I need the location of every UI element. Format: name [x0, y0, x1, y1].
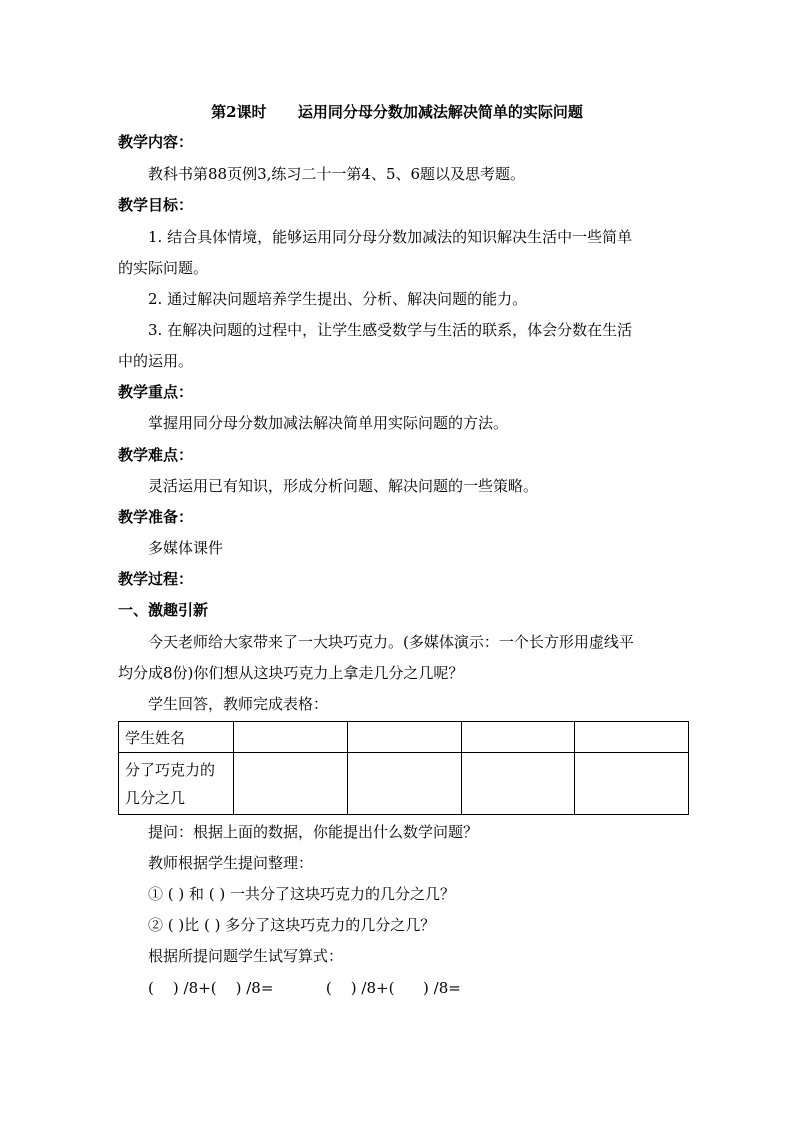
question-2: ② ( )比 ( ) 多分了这块巧克力的几分之几？ [148, 916, 436, 934]
goal-2: 2. 通过解决问题培养学生提出、分析、解决问题的能力。 [148, 290, 528, 308]
step-1-heading: 一、激趣引新 [118, 601, 209, 619]
question-prompt: 提问：根据上面的数据，你能提出什么数学问题？ [148, 823, 479, 841]
step-1-line-3: 学生回答，教师完成表格： [148, 695, 329, 713]
process-heading: 教学过程： [118, 570, 194, 588]
formula-line: ( ) /8+( ) /8= ( ) /8+( ) /8= [148, 979, 461, 997]
table-cell [234, 722, 348, 753]
table-cell [575, 753, 689, 815]
table-cell [347, 753, 461, 815]
preparation-heading: 教学准备： [118, 508, 194, 526]
key-points-heading: 教学重点： [118, 383, 194, 401]
goals-heading: 教学目标： [118, 196, 194, 214]
key-points-text: 掌握用同分母分数加减法解决简单用实际问题的方法。 [148, 414, 509, 432]
formula-intro: 根据所提问题学生试写算式： [148, 947, 344, 965]
table-cell-fraction-label [119, 753, 234, 815]
fraction-label-line-1: 分了巧克力的 [125, 760, 216, 779]
table-cell [347, 722, 461, 753]
table-cell [461, 722, 575, 753]
lesson-title: 第2课时 运用同分母分数加减法解决简单的实际问题 [211, 103, 583, 121]
difficulty-text: 灵活运用已有知识，形成分析问题、解决问题的一些策略。 [148, 477, 539, 495]
fraction-label-line-2: 几分之几 [125, 788, 186, 807]
question-1: ① ( ) 和 ( ) 一共分了这块巧克力的几分之几？ [148, 885, 456, 903]
goal-1-line-2: 的实际问题。 [118, 259, 209, 277]
content-heading: 教学内容： [118, 133, 194, 151]
preparation-text: 多媒体课件 [148, 539, 224, 557]
goal-3-line-2: 中的运用。 [118, 352, 194, 370]
table-cell [575, 722, 689, 753]
table-row [119, 722, 689, 753]
table-cell [234, 753, 348, 815]
table-cell-student-name-label: 学生姓名 [119, 722, 234, 753]
step-1-line-2: 均分成8份)你们想从这块巧克力上拿走几分之几呢？ [118, 664, 464, 682]
teacher-organize: 教师根据学生提问整理： [148, 854, 314, 872]
chocolate-table [118, 721, 689, 815]
content-text: 教科书第88页例3,练习二十一第4、5、6题以及思考题。 [148, 165, 526, 183]
table-row [119, 753, 689, 815]
goal-1-line-1: 1. 结合具体情境，能够运用同分母分数加减法的知识解决生活中一些简单 [148, 228, 633, 246]
step-1-line-1: 今天老师给大家带来了一大块巧克力。(多媒体演示：一个长方形用虚线平 [148, 633, 634, 651]
table-cell [461, 753, 575, 815]
goal-3-line-1: 3. 在解决问题的过程中，让学生感受数学与生活的联系，体会分数在生活 [148, 321, 633, 339]
difficulty-heading: 教学难点： [118, 446, 194, 464]
